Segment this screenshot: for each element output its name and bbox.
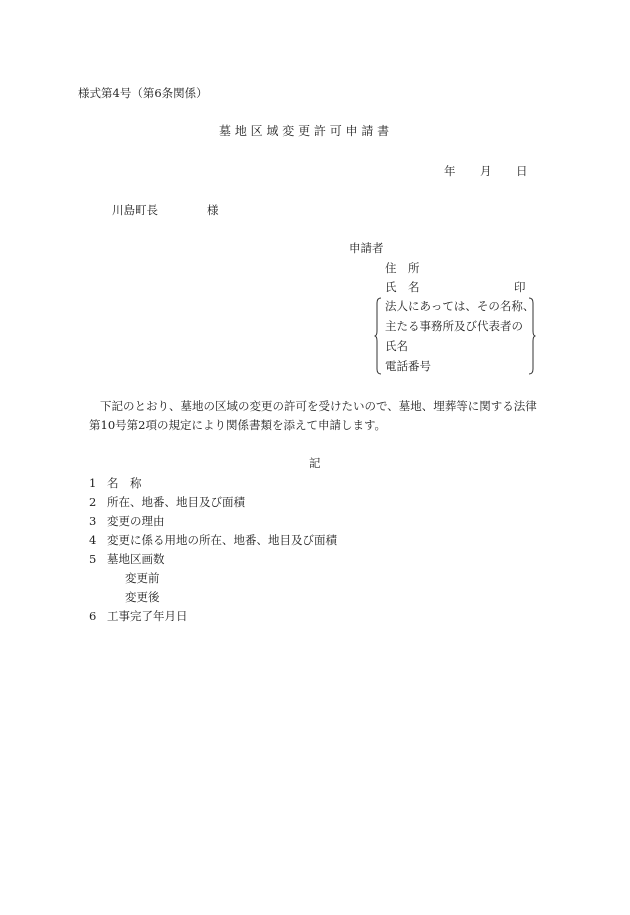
left-brace-icon [374,297,382,375]
body-line-2: 第10号第2項の規定により関係書類を添えて申請します。 [89,418,387,432]
item-subtext: 変更後 [125,590,160,604]
applicant-heading: 申請者 [349,241,384,255]
corporate-note [374,297,536,375]
corporate-note-line: 電話番号 [385,359,431,373]
form-label: 様式第4号（第6条関係） [78,86,208,100]
item-text: 変更に係る用地の所在、地番、地目及び面積 [107,533,337,547]
corporate-note-line: 主たる事務所及び代表者の [385,319,523,333]
address-label: 住 所 [385,261,420,275]
item-number: 4 [89,533,97,547]
item-text: 名 称 [107,476,142,490]
page-title: 墓 地 区 域 変 更 許 可 申 請 書 [219,124,390,138]
addressee-name: 川島町長 [112,203,158,217]
item-text: 工事完了年月日 [107,609,188,623]
item-number: 3 [89,514,97,528]
item-number: 6 [89,609,97,623]
item-number: 1 [89,476,97,490]
corporate-note-line: 法人にあっては、その名称、 [385,299,535,313]
corporate-note-line: 氏名 [385,339,408,353]
addressee-honorific: 様 [207,203,219,217]
item-text: 墓地区画数 [107,552,165,566]
seal-mark: 印 [514,280,526,294]
item-text: 所在、地番、地目及び面積 [107,495,245,509]
ki-heading: 記 [309,456,321,470]
item-number: 5 [89,552,97,566]
right-brace-icon [528,297,536,375]
date-day-label: 日 [516,164,528,178]
date-year-label: 年 [444,164,456,178]
name-label: 氏 名 [385,280,420,294]
item-subtext: 変更前 [125,571,160,585]
date-month-label: 月 [480,164,492,178]
item-text: 変更の理由 [107,514,165,528]
body-line-1: 下記のとおり、墓地の区域の変更の許可を受けたいので、墓地、埋葬等に関する法律 [100,399,537,413]
item-number: 2 [89,495,97,509]
